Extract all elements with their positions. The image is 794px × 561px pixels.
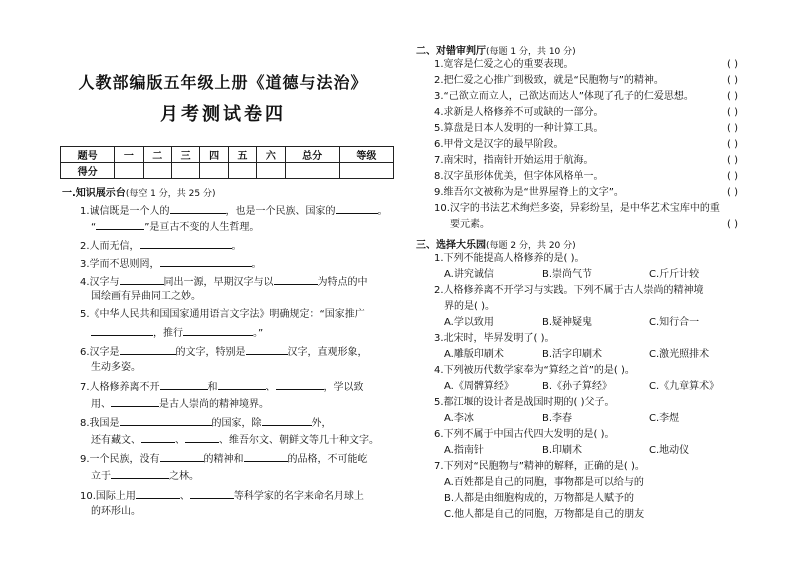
mc-question: 2.人格修养离不开学习与实践。下列不属于古人崇尚的精神境	[434, 285, 704, 296]
answer-blank[interactable]	[160, 379, 208, 390]
q5-line2: ，推行 。”	[91, 325, 263, 340]
q8-line: 8.我国是 的国家，除 外，	[80, 415, 332, 430]
mc-option[interactable]: A.李冰	[444, 413, 474, 424]
tf-item: 5.算盘是日本人发明的一种计算工具。 ( )	[434, 123, 738, 134]
q2-line: 2.人而无信， 。	[80, 238, 242, 253]
mc-option[interactable]: C.《九章算术》	[649, 381, 720, 392]
score-input-cell[interactable]	[143, 163, 171, 179]
q9-line2: 立于 之林。	[91, 468, 199, 483]
answer-blank[interactable]	[185, 432, 219, 443]
score-cell: 三	[171, 147, 199, 163]
q3-line: 3.学而不思则罔， 。	[80, 256, 262, 271]
answer-blank[interactable]	[160, 451, 204, 462]
q10-line: 10.国际上用 、 等科学家的名字来命名月球上	[80, 488, 364, 503]
tf-item: 8.汉字虽形体优美，但字体风格单一。 ( )	[434, 171, 738, 182]
score-input-cell[interactable]	[285, 163, 339, 179]
mc-option[interactable]: B.疑神疑鬼	[542, 317, 593, 328]
section1-title: 一.知识展示台(每空 1 分，共 25 分)	[62, 188, 216, 199]
answer-blank[interactable]	[218, 379, 266, 390]
answer-blank[interactable]	[183, 325, 253, 336]
tf-item: 2.把仁爱之心推广到极致，就是“民胞物与”的精神。 ( )	[434, 75, 738, 86]
section3-title: 三、选择大乐园(每题 2 分，共 20 分)	[416, 240, 576, 251]
q9-line: 9.一个民族，没有 的精神和 的品格，不可能屹	[80, 451, 368, 466]
answer-paren[interactable]: ( )	[727, 219, 738, 230]
mc-question: 3.北宋时，毕昇发明了( )。	[434, 333, 555, 344]
q7-line2: 用、 是古人崇尚的精神境界。	[91, 396, 269, 411]
mc-option[interactable]: A.讲究诚信	[444, 269, 494, 280]
score-cell: 总分	[285, 147, 339, 163]
answer-blank[interactable]	[190, 488, 234, 499]
answer-blank[interactable]	[136, 488, 180, 499]
mc-question: 6.下列不属于中国古代四大发明的是( )。	[434, 429, 615, 440]
answer-blank[interactable]	[120, 415, 212, 426]
q1-line: 1.诚信既是一个人的 ，也是一个民族、国家的 。	[80, 203, 388, 218]
score-cell: 等级	[339, 147, 393, 163]
mc-option[interactable]: C.李煜	[649, 413, 680, 424]
q10-line2: 的环形山。	[91, 506, 141, 517]
answer-paren[interactable]: ( )	[727, 107, 738, 118]
mc-option[interactable]: B.活字印刷术	[542, 349, 603, 360]
score-cell: 五	[228, 147, 256, 163]
exam-title: 人教部编版五年级上册《道德与法治》	[78, 73, 368, 92]
answer-blank[interactable]	[96, 219, 144, 230]
tf-item: 1.宽容是仁爱之心的重要表现。 ( )	[434, 59, 738, 70]
score-input-cell[interactable]	[228, 163, 256, 179]
score-input-cell[interactable]	[115, 163, 143, 179]
mc-option[interactable]: B.崇尚气节	[542, 269, 593, 280]
q6-line2: 生动多姿。	[91, 362, 141, 373]
score-cell: 六	[257, 147, 285, 163]
answer-blank[interactable]	[244, 451, 288, 462]
mc-option[interactable]: C.地动仪	[649, 445, 690, 456]
answer-paren[interactable]: ( )	[727, 59, 738, 70]
mc-option[interactable]: A.指南针	[444, 445, 484, 456]
score-input-cell[interactable]	[171, 163, 199, 179]
score-cell: 二	[143, 147, 171, 163]
q4-line: 4.汉字与 同出一源，早期汉字与以 为特点的中	[80, 274, 368, 289]
answer-blank[interactable]	[276, 379, 324, 390]
answer-blank[interactable]	[141, 432, 175, 443]
answer-blank[interactable]	[111, 468, 169, 479]
q4-line2: 国绘画有异曲同工之妙。	[91, 291, 201, 302]
q5-line: 5.《中华人民共和国国家通用语言文字法》明确规定：“国家推广	[80, 309, 365, 320]
mc-option[interactable]: B.人都是由细胞构成的，万物都是人赋予的	[444, 493, 635, 504]
score-input-cell[interactable]	[257, 163, 285, 179]
answer-blank[interactable]	[120, 274, 164, 285]
mc-question: 5.都江堰的设计者是战国时期的( )父子。	[434, 397, 615, 408]
tf-item-cont: 要元素。 ( )	[450, 219, 738, 230]
answer-paren[interactable]: ( )	[727, 123, 738, 134]
score-table-header-row	[61, 147, 394, 163]
answer-blank[interactable]	[262, 415, 312, 426]
q1-line2: “ ”是亘古不变的人生哲理。	[91, 219, 259, 234]
q6-line: 6.汉字是 的文字，特别是 汉字，直观形象，	[80, 344, 368, 359]
mc-option[interactable]: C.他人都是自己的同胞，万物都是自己的朋友	[444, 509, 645, 520]
answer-paren[interactable]: ( )	[727, 139, 738, 150]
score-table	[60, 146, 394, 179]
mc-option[interactable]: B.印刷术	[542, 445, 583, 456]
tf-item: 10.汉字的书法艺术绚烂多姿，异彩纷呈，是中华艺术宝库中的重	[434, 203, 720, 214]
score-cell: 得分	[61, 163, 115, 179]
mc-option[interactable]: C.激光照排术	[649, 349, 710, 360]
tf-item: 3.“己欲立而立人，己欲达而达人”体现了孔子的仁爱思想。 ( )	[434, 91, 738, 102]
answer-blank[interactable]	[120, 344, 176, 355]
answer-paren[interactable]: ( )	[727, 91, 738, 102]
mc-option[interactable]: A.百姓都是自己的同胞，事物都是可以给与的	[444, 477, 644, 488]
answer-blank[interactable]	[274, 274, 318, 285]
score-input-cell[interactable]	[339, 163, 393, 179]
mc-option[interactable]: B.《孙子算经》	[542, 381, 613, 392]
mc-question: 1.下列不能提高人格修养的是( )。	[434, 253, 585, 264]
answer-paren[interactable]: ( )	[727, 75, 738, 86]
tf-item: 7.南宋时，指南针开始运用于航海。 ( )	[434, 155, 738, 166]
score-input-cell[interactable]	[200, 163, 228, 179]
score-cell: 题号	[61, 147, 115, 163]
mc-option[interactable]: A.雕版印刷术	[444, 349, 504, 360]
answer-blank[interactable]	[336, 203, 378, 214]
answer-blank[interactable]	[140, 238, 232, 249]
answer-blank[interactable]	[91, 325, 153, 336]
score-table-score-row	[61, 163, 394, 179]
mc-option[interactable]: B.李春	[542, 413, 573, 424]
mc-question: 7.下列对“民胞物与”精神的解释，正确的是( )。	[434, 461, 645, 472]
answer-paren[interactable]: ( )	[727, 171, 738, 182]
q7-line: 7.人格修养离不开 和 、 ，学以致	[80, 379, 364, 394]
answer-blank[interactable]	[170, 203, 226, 214]
answer-paren[interactable]: ( )	[727, 187, 738, 198]
q8-line2: 还有藏文、 、 、维吾尔文、朝鲜文等几十种文字。	[91, 432, 379, 447]
mc-option[interactable]: C.知行合一	[649, 317, 700, 328]
section2-title: 二、对错审判厅(每题 1 分，共 10 分)	[416, 46, 576, 57]
exam-subtitle: 月考测试卷四	[160, 104, 286, 125]
score-cell: 四	[200, 147, 228, 163]
tf-item: 6.甲骨文是汉字的最早阶段。 ( )	[434, 139, 738, 150]
answer-blank[interactable]	[246, 344, 288, 355]
answer-blank[interactable]	[160, 256, 252, 267]
answer-blank[interactable]	[111, 396, 159, 407]
mc-option[interactable]: C.斤斤计较	[649, 269, 700, 280]
mc-option[interactable]: A.学以致用	[444, 317, 494, 328]
tf-item: 9.维吾尔文被称为是“世界屋脊上的文字”。 ( )	[434, 187, 738, 198]
mc-question-cont: 界的是( )。	[444, 301, 495, 312]
score-cell: 一	[115, 147, 143, 163]
tf-item: 4.求新是人格修养不可或缺的一部分。 ( )	[434, 107, 738, 118]
mc-option[interactable]: A.《周髀算经》	[444, 381, 514, 392]
mc-question: 4.下列被历代数学家奉为“算经之首”的是( )。	[434, 365, 635, 376]
answer-paren[interactable]: ( )	[727, 155, 738, 166]
